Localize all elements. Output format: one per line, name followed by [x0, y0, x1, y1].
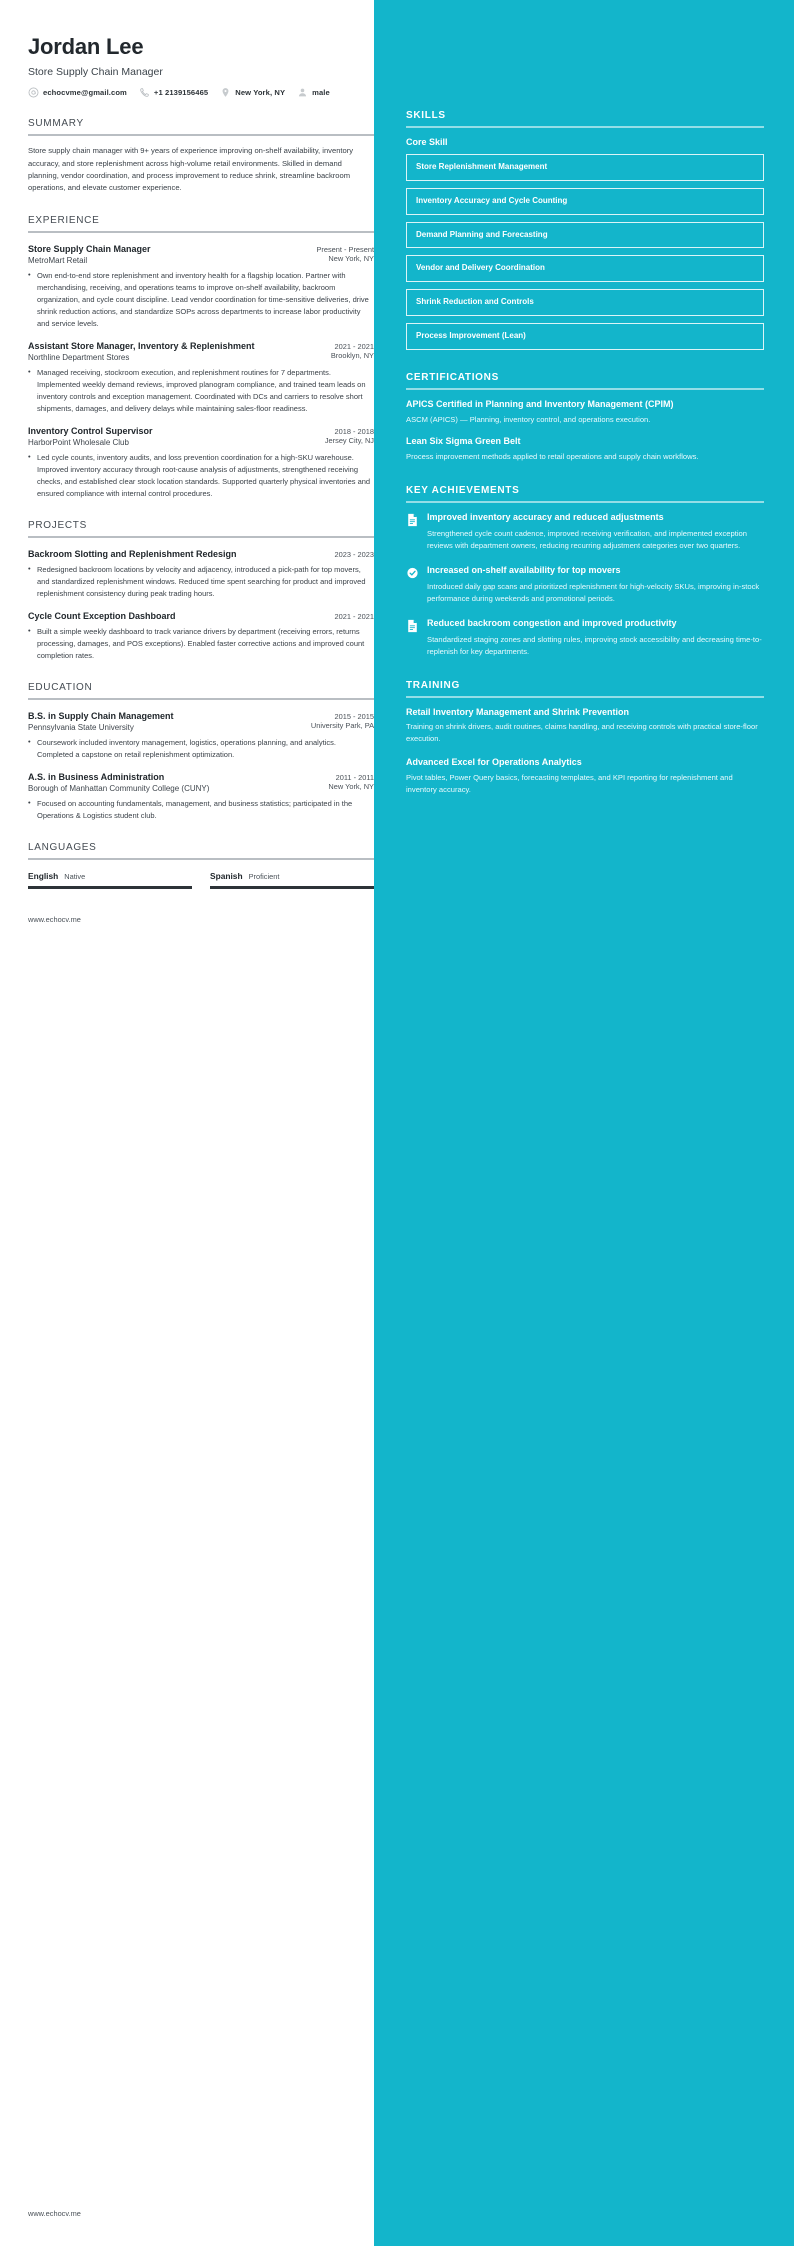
list-item: • Redesigned backroom locations by velocity and adjacency, introduced a pick-path for top movers, and standardized replenishment windows. Reduced time spent searching for product and improved replenishment consistency during peak trading hours. [28, 564, 374, 600]
person-icon [297, 87, 308, 98]
email-icon [28, 87, 39, 98]
sidebar-divider [406, 388, 764, 390]
sidebar-achievements-title: KEY ACHIEVEMENTS [406, 485, 520, 497]
entry-title: Cycle Count Exception Dashboard [28, 610, 176, 621]
main-column [0, 0, 374, 924]
project-entry [28, 549, 374, 600]
certification-name: APICS Certified in Planning and Inventory Management (CPIM) [406, 398, 674, 409]
entry-location: Jersey City, NJ [324, 435, 374, 445]
entry-dates: 2018 - 2018 [334, 426, 374, 436]
sidebar-divider [406, 696, 764, 698]
contact-bar [28, 87, 374, 98]
training-item [406, 757, 764, 795]
contact-phone-text: +1 2139156465 [153, 88, 209, 98]
entry-location: New York, NY [328, 781, 374, 791]
training-name: Retail Inventory Management and Shrink Prevention [406, 706, 630, 717]
certification-item [406, 399, 764, 426]
experience-entry [28, 426, 374, 500]
section-experience [28, 215, 374, 500]
training-name: Advanced Excel for Operations Analytics [406, 757, 582, 767]
skill-chip: Shrink Reduction and Controls [406, 289, 764, 316]
entry-title: A.S. in Business Administration [28, 771, 165, 782]
section-languages-title: LANGUAGES [28, 841, 97, 853]
list-item: • Focused on accounting fundamentals, management, and business statistics; participated in the Operations & Logistics student club. [28, 798, 374, 822]
phone-icon [139, 87, 150, 98]
training-desc: Pivot tables, Power Query basics, forecasting templates, and KPI reporting for replenishment and inventory accuracy. [406, 772, 733, 794]
sidebar-section-achievements [406, 485, 764, 658]
list-item: • Led cycle counts, inventory audits, and loss prevention coordination for a high-SKU warehouse. Improved inventory accuracy through root-cause analysis of adjustments, strengthened receiving checks, and established clear stock location standards. Supported quarterly physical inventories and ensured compliance with internal control procedures. [28, 452, 374, 500]
sidebar-certifications-title: CERTIFICATIONS [406, 371, 499, 383]
entry-location: University Park, PA [310, 720, 374, 730]
certification-desc: ASCM (APICS) — Planning, inventory control, and operations execution. [406, 414, 651, 424]
certification-name: Lean Six Sigma Green Belt [406, 436, 521, 447]
contact-gender-text: male [312, 88, 330, 98]
list-item: • Managed receiving, stockroom execution, and replenishment routines for 7 departments. Implemented weekly demand reviews, improved planogram compliance, and trained team leads on inventory controls and exception management. Coordinated with DCs and carriers to resolve short shipments, damages, and delivery delays while maintaining sales-floor readiness. [28, 367, 374, 415]
certification-desc: Process improvement methods applied to retail operations and supply chain workflows. [406, 452, 699, 462]
section-divider [28, 134, 374, 136]
sidebar-divider [406, 126, 764, 128]
entry-bullets [28, 626, 374, 662]
language-item [210, 871, 374, 889]
contact-location-text: New York, NY [235, 88, 286, 98]
entry-dates: 2011 - 2011 [335, 772, 374, 782]
skill-chip: Demand Planning and Forecasting [406, 222, 764, 249]
entry-company: Northline Department Stores [28, 352, 130, 362]
experience-entry [28, 341, 374, 415]
entry-bullets [28, 737, 374, 761]
entry-dates: Present - Present [316, 244, 374, 254]
entry-title: B.S. in Supply Chain Management [28, 710, 174, 721]
education-entry [28, 772, 374, 822]
entry-bullets [28, 367, 374, 415]
page-title [28, 34, 374, 78]
entry-dates: 2021 - 2021 [334, 341, 374, 351]
summary-text: Store supply chain manager with 9+ years of experience improving on-shelf availability, inventory accuracy, and store replenishment across high-volume retail environments. Skilled in demand planning, vendor coordination, and process improvement to reduce shrink, streamline backroom operations, and elevate customer experience. [28, 146, 354, 193]
contact-location [220, 87, 285, 98]
contact-email[interactable] [28, 87, 127, 98]
sidebar-section-skills [406, 110, 764, 350]
sidebar-skills-title: SKILLS [406, 110, 446, 121]
section-divider [28, 231, 374, 233]
skill-chip: Inventory Accuracy and Cycle Counting [406, 188, 764, 215]
languages-list [28, 871, 374, 889]
candidate-name: Jordan Lee [28, 34, 144, 59]
entry-location: New York, NY [328, 253, 374, 263]
entry-bullets [28, 798, 374, 822]
section-education-title: EDUCATION [28, 681, 93, 693]
certification-item [406, 436, 764, 463]
sidebar-training-title: TRAINING [406, 679, 460, 691]
experience-entry [28, 244, 374, 330]
entry-title: Inventory Control Supervisor [28, 425, 153, 436]
entry-school: Pennsylvania State University [28, 722, 134, 732]
location-icon [220, 87, 231, 98]
training-desc: Training on shrink drivers, audit routines, claims handling, and receiving controls with practical store-floor execution. [406, 722, 758, 744]
entry-bullets [28, 452, 374, 500]
sidebar-skills-subhead: Core Skill [406, 137, 448, 147]
list-item: • Built a simple weekly dashboard to track variance drivers by department (receiving errors, returns processing, damages, and POS exceptions). Enabled faster corrective actions and improved count completion rates. [28, 626, 374, 662]
sidebar-divider [406, 501, 764, 503]
achievement-item [406, 618, 764, 658]
section-summary-title: SUMMARY [28, 118, 84, 130]
contact-phone[interactable] [139, 87, 208, 98]
section-divider [28, 536, 374, 538]
document-icon [406, 619, 419, 633]
language-name: English [28, 870, 59, 881]
entry-company: MetroMart Retail [28, 255, 88, 265]
skill-chip: Process Improvement (Lean) [406, 323, 764, 350]
contact-gender [297, 87, 330, 98]
document-icon [406, 513, 419, 527]
language-level: Native [64, 871, 86, 881]
entry-school: Borough of Manhattan Community College (CUNY) [28, 783, 210, 793]
project-entry [28, 611, 374, 662]
entry-location: Brooklyn, NY [330, 350, 374, 360]
entry-bullets [28, 270, 374, 330]
training-item [406, 707, 764, 745]
list-item: • Own end-to-end store replenishment and inventory health for a flagship location. Partner with merchandising, receiving, and operations teams to improve on-shelf availability, backroom organization, and cycle count discipline. Lead vendor coordination for time-sensitive deliveries, drive shrink reduction actions, and standardize SOPs across departments to increase labor productivity and service levels. [28, 270, 374, 330]
achievement-name: Reduced backroom congestion and improved productivity [427, 617, 677, 628]
section-divider [28, 698, 374, 700]
candidate-role: Store Supply Chain Manager [28, 66, 163, 79]
entry-title: Backroom Slotting and Replenishment Redesign [28, 548, 237, 559]
skill-chip: Vendor and Delivery Coordination [406, 255, 764, 282]
section-education [28, 682, 374, 822]
section-experience-title: EXPERIENCE [28, 214, 100, 226]
section-summary [28, 118, 374, 194]
entry-company: HarborPoint Wholesale Club [28, 437, 129, 447]
footer-url-top[interactable]: www.echocv.me [28, 914, 81, 924]
skill-chip: Store Replenishment Management [406, 154, 764, 181]
section-projects [28, 520, 374, 662]
language-progress-bar [28, 886, 192, 889]
education-entry [28, 711, 374, 761]
achievement-name: Increased on-shelf availability for top movers [427, 564, 621, 575]
entry-dates: 2023 - 2023 [334, 549, 374, 559]
sidebar-content-layer [374, 0, 794, 2246]
achievement-desc: Strengthened cycle count cadence, improved receiving verification, and implemented exception reviews with department owners, reducing recurring adjustment categories over two quarters. [427, 528, 747, 550]
contact-email-text: echocvme@gmail.com [43, 88, 127, 98]
section-languages [28, 842, 374, 889]
language-level: Proficient [248, 871, 280, 881]
entry-title: Store Supply Chain Manager [28, 243, 151, 254]
achievement-item [406, 512, 764, 552]
check-circle-icon [406, 566, 419, 580]
entry-bullets [28, 564, 374, 600]
entry-title: Assistant Store Manager, Inventory & Replenishment [28, 340, 255, 351]
achievement-name: Improved inventory accuracy and reduced adjustments [427, 512, 664, 523]
list-item: • Coursework included inventory management, logistics, operations planning, and analytics. Completed a capstone on retail replenishment optimization. [28, 737, 374, 761]
entry-dates: 2021 - 2021 [334, 611, 374, 621]
language-item [28, 871, 192, 889]
language-name: Spanish [210, 870, 243, 881]
language-progress-bar [210, 886, 374, 889]
achievement-desc: Introduced daily gap scans and prioritized replenishment for high-velocity SKUs, improving in-stock performance during weekends and promotional periods. [427, 581, 760, 603]
achievement-item [406, 565, 764, 605]
footer-url-bottom[interactable]: www.echocv.me [28, 2209, 81, 2218]
sidebar-section-training [406, 680, 764, 796]
achievement-desc: Standardized staging zones and slotting rules, improving stock accessibility and decreasing time-to-replenish for key departments. [427, 634, 762, 656]
section-projects-title: PROJECTS [28, 519, 87, 531]
entry-dates: 2015 - 2015 [334, 711, 374, 721]
section-divider [28, 858, 374, 860]
sidebar-section-certifications [406, 372, 764, 463]
